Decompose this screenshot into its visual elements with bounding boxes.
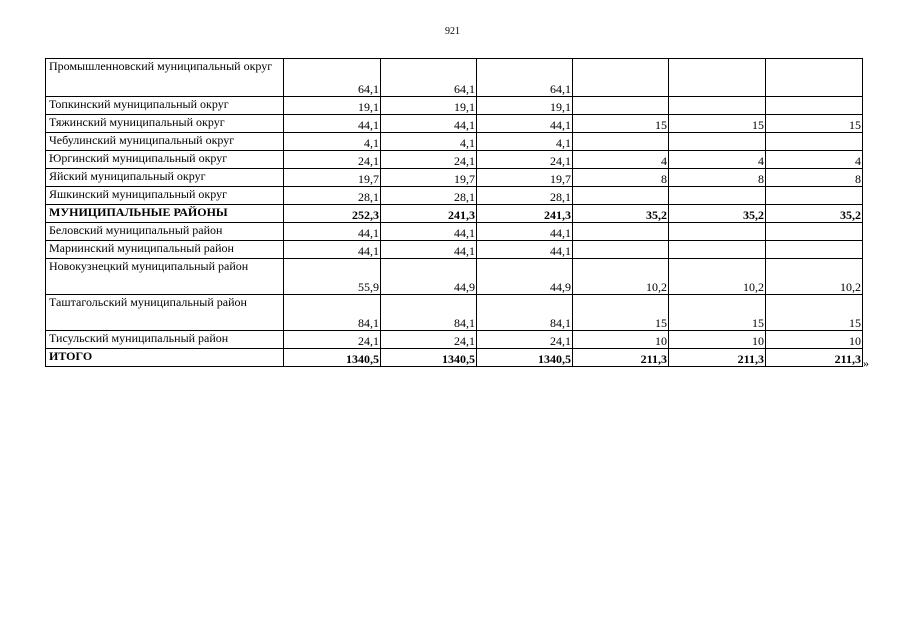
table-row bbox=[46, 115, 863, 133]
value-cell: 44,1 bbox=[477, 241, 573, 259]
value-cell: 211,3 bbox=[573, 349, 669, 367]
value-cell: 15 bbox=[573, 295, 669, 331]
table-row bbox=[46, 133, 863, 151]
table-row bbox=[46, 151, 863, 169]
value-cell bbox=[766, 241, 863, 259]
row-name-cell: Мариинский муниципальный район bbox=[46, 241, 284, 259]
value-cell: 44,9 bbox=[381, 259, 477, 295]
value-cell: 24,1 bbox=[284, 331, 381, 349]
value-cell bbox=[669, 59, 766, 97]
closing-quote: » bbox=[863, 356, 869, 370]
value-cell: 1340,5 bbox=[381, 349, 477, 367]
value-cell: 8 bbox=[573, 169, 669, 187]
value-cell bbox=[573, 59, 669, 97]
value-cell: 44,1 bbox=[381, 115, 477, 133]
value-cell: 84,1 bbox=[381, 295, 477, 331]
table-row bbox=[46, 169, 863, 187]
value-cell: 15 bbox=[573, 115, 669, 133]
row-name-cell: Промышленновский муниципальный округ bbox=[46, 59, 284, 97]
value-cell: 55,9 bbox=[284, 259, 381, 295]
value-cell: 10,2 bbox=[766, 259, 863, 295]
value-cell bbox=[573, 133, 669, 151]
value-cell: 44,1 bbox=[381, 241, 477, 259]
row-name-cell: Беловский муниципальный район bbox=[46, 223, 284, 241]
row-name-cell: Юргинский муниципальный округ bbox=[46, 151, 284, 169]
value-cell bbox=[766, 223, 863, 241]
value-cell: 44,1 bbox=[284, 241, 381, 259]
value-cell: 28,1 bbox=[381, 187, 477, 205]
value-cell: 252,3 bbox=[284, 205, 381, 223]
row-name-cell: МУНИЦИПАЛЬНЫЕ РАЙОНЫ bbox=[46, 205, 284, 223]
value-cell: 44,1 bbox=[381, 223, 477, 241]
table-row bbox=[46, 59, 863, 97]
table-row bbox=[46, 97, 863, 115]
row-name-cell: ИТОГО bbox=[46, 349, 284, 367]
value-cell: 241,3 bbox=[477, 205, 573, 223]
value-cell: 10 bbox=[573, 331, 669, 349]
row-name-cell: Таштагольский муниципальный район bbox=[46, 295, 284, 331]
value-cell: 1340,5 bbox=[284, 349, 381, 367]
value-cell: 64,1 bbox=[381, 59, 477, 97]
value-cell: 35,2 bbox=[766, 205, 863, 223]
value-cell: 4,1 bbox=[477, 133, 573, 151]
value-cell: 4 bbox=[573, 151, 669, 169]
row-name-cell: Тяжинский муниципальный округ bbox=[46, 115, 284, 133]
value-cell: 8 bbox=[766, 169, 863, 187]
value-cell: 19,1 bbox=[477, 97, 573, 115]
table-row bbox=[46, 205, 863, 223]
table-row bbox=[46, 259, 863, 295]
data-table bbox=[45, 58, 863, 367]
value-cell: 84,1 bbox=[477, 295, 573, 331]
value-cell: 19,1 bbox=[381, 97, 477, 115]
table-row bbox=[46, 241, 863, 259]
value-cell bbox=[573, 241, 669, 259]
value-cell: 19,7 bbox=[477, 169, 573, 187]
value-cell: 35,2 bbox=[573, 205, 669, 223]
value-cell: 44,1 bbox=[284, 223, 381, 241]
value-cell bbox=[573, 187, 669, 205]
table-row bbox=[46, 331, 863, 349]
value-cell: 241,3 bbox=[381, 205, 477, 223]
value-cell: 24,1 bbox=[477, 151, 573, 169]
value-cell: 19,7 bbox=[284, 169, 381, 187]
value-cell bbox=[766, 97, 863, 115]
page-number: 921 bbox=[445, 26, 460, 37]
value-cell: 15 bbox=[766, 295, 863, 331]
value-cell: 24,1 bbox=[381, 331, 477, 349]
value-cell: 64,1 bbox=[477, 59, 573, 97]
value-cell: 28,1 bbox=[284, 187, 381, 205]
table-row bbox=[46, 223, 863, 241]
value-cell: 24,1 bbox=[381, 151, 477, 169]
row-name-cell: Тисульский муниципальный район bbox=[46, 331, 284, 349]
value-cell: 8 bbox=[669, 169, 766, 187]
value-cell: 24,1 bbox=[477, 331, 573, 349]
value-cell: 10,2 bbox=[669, 259, 766, 295]
table-row bbox=[46, 295, 863, 331]
value-cell bbox=[669, 223, 766, 241]
value-cell: 15 bbox=[766, 115, 863, 133]
value-cell: 24,1 bbox=[284, 151, 381, 169]
value-cell: 10 bbox=[669, 331, 766, 349]
value-cell: 211,3 bbox=[766, 349, 863, 367]
value-cell bbox=[766, 59, 863, 97]
value-cell: 19,7 bbox=[381, 169, 477, 187]
table-row bbox=[46, 349, 863, 367]
value-cell bbox=[669, 241, 766, 259]
value-cell: 84,1 bbox=[284, 295, 381, 331]
value-cell: 4,1 bbox=[381, 133, 477, 151]
value-cell: 15 bbox=[669, 295, 766, 331]
value-cell: 64,1 bbox=[284, 59, 381, 97]
value-cell: 4,1 bbox=[284, 133, 381, 151]
table-body bbox=[46, 59, 863, 367]
value-cell bbox=[573, 223, 669, 241]
value-cell bbox=[573, 97, 669, 115]
value-cell: 15 bbox=[669, 115, 766, 133]
value-cell bbox=[669, 187, 766, 205]
value-cell: 211,3 bbox=[669, 349, 766, 367]
value-cell: 19,1 bbox=[284, 97, 381, 115]
value-cell bbox=[766, 133, 863, 151]
row-name-cell: Чебулинский муниципальный округ bbox=[46, 133, 284, 151]
value-cell bbox=[766, 187, 863, 205]
value-cell: 44,1 bbox=[477, 115, 573, 133]
value-cell: 10 bbox=[766, 331, 863, 349]
value-cell: 1340,5 bbox=[477, 349, 573, 367]
value-cell: 35,2 bbox=[669, 205, 766, 223]
row-name-cell: Топкинский муниципальный округ bbox=[46, 97, 284, 115]
value-cell: 4 bbox=[766, 151, 863, 169]
value-cell: 4 bbox=[669, 151, 766, 169]
value-cell: 28,1 bbox=[477, 187, 573, 205]
value-cell: 10,2 bbox=[573, 259, 669, 295]
table-row bbox=[46, 187, 863, 205]
row-name-cell: Яшкинский муниципальный округ bbox=[46, 187, 284, 205]
value-cell: 44,1 bbox=[477, 223, 573, 241]
value-cell: 44,9 bbox=[477, 259, 573, 295]
value-cell: 44,1 bbox=[284, 115, 381, 133]
row-name-cell: Яйский муниципальный округ bbox=[46, 169, 284, 187]
value-cell bbox=[669, 97, 766, 115]
row-name-cell: Новокузнецкий муниципальный район bbox=[46, 259, 284, 295]
value-cell bbox=[669, 133, 766, 151]
